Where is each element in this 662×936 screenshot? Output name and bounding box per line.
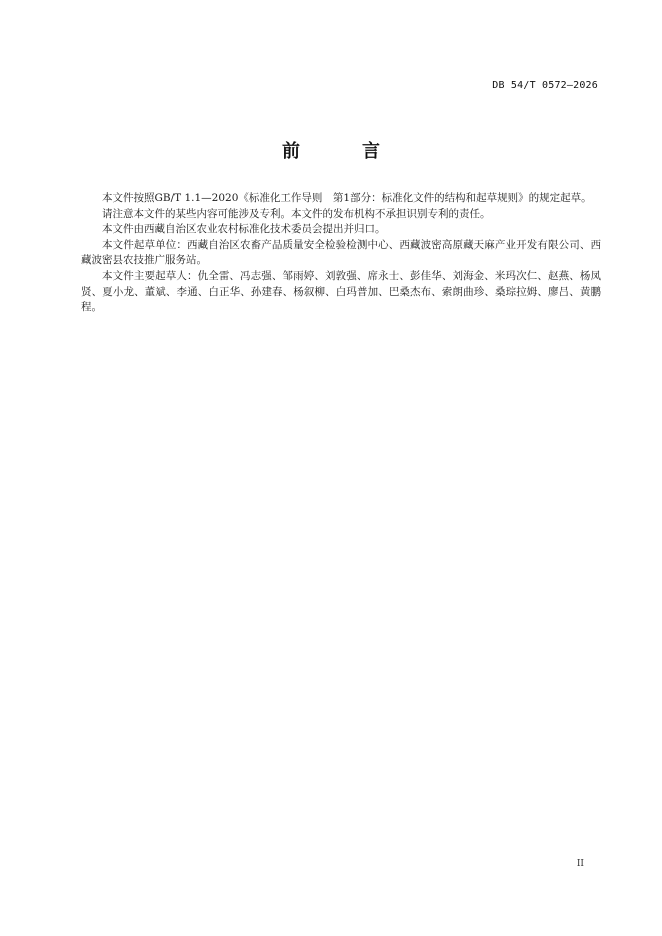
- paragraph-drafting-rules: 本文件按照GB/T 1.1—2020《标准化工作导则 第1部分：标准化文件的结构和起草规则》的规定起草。: [102, 192, 592, 204]
- paragraph-drafting-units: 本文件起草单位：西藏自治区农畜产品质量安全检验检测中心、西藏波密高原藏天麻产业开发有限公司、西藏波密县农技推广服务站。: [81, 238, 601, 267]
- paragraph-patent-notice: 请注意本文件的某些内容可能涉及专利。本文件的发布机构不承担识别专利的责任。: [102, 207, 491, 220]
- paragraph-proposer: 本文件由西藏自治区农业农村标准化技术委员会提出并归口。: [102, 223, 386, 236]
- document-body: [81, 191, 601, 316]
- document-code: DB 54/T 0572—2026: [492, 80, 598, 91]
- page-number: II: [576, 859, 584, 869]
- page-title: 前 言: [282, 141, 402, 162]
- paragraph-drafters: 本文件主要起草人：仇全雷、冯志强、邹雨婷、刘敦强、席永士、彭佳华、刘海金、米玛次仁、赵燕、杨凤贤、夏小龙、董斌、李通、白正华、孙建春、杨叙柳、白玛普加、巴桑杰布、索朗曲珍、桑琮拉姆、廖吕、黄鹏程。: [81, 269, 601, 314]
